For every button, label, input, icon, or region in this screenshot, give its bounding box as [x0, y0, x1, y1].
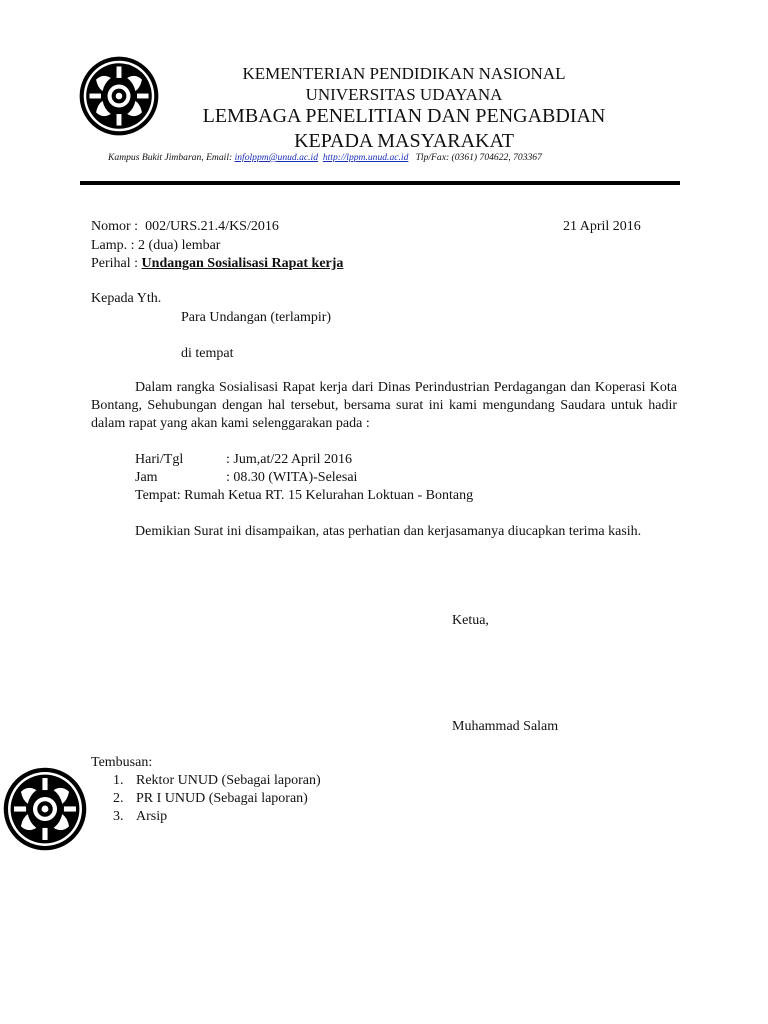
cc-item-num: 3.: [113, 809, 124, 824]
cc-item-text: Arsip: [136, 809, 168, 824]
header-university: UNIVERSITAS UDAYANA: [305, 85, 503, 104]
phone-text: Tlp/Fax: (0361) 704622, 703367: [415, 152, 542, 163]
body-paragraph: Dalam rangka Sosialisasi Rapat kerja dari Dinas Perindustrian Perdagangan dan Koperasi Kota Bontang, Sehubungan dengan hal tersebut, bersama surat ini kami mengundang Saudara untuk hadir dalam rapat yang akan kami selenggarakan pada :: [91, 380, 677, 431]
cc-item-num: 2.: [113, 791, 124, 806]
cc-label: Tembusan:: [91, 755, 153, 770]
header-divider: [80, 181, 680, 185]
closing-paragraph: Demikian Surat ini disampaikan, atas perhatian dan kerjasamanya diucapkan terima kasih.: [135, 524, 642, 539]
lamp-value: 2 (dua) lembar: [138, 238, 221, 253]
schedule-time-label: Jam: [135, 470, 158, 485]
greeting: Kepada Yth.: [91, 291, 162, 306]
cc-item-text: Rektor UNUD (Sebagai laporan): [136, 773, 321, 788]
schedule-day-value: : Jum,at/22 April 2016: [226, 452, 352, 467]
schedule-day-label: Hari/Tgl: [135, 452, 184, 467]
signature-name: Muhammad Salam: [452, 719, 559, 734]
nomor-row: [91, 218, 279, 236]
header-contact: [108, 152, 542, 163]
perihal-label: Perihal :: [91, 256, 139, 271]
recipient-name: Para Undangan (terlampir): [181, 310, 332, 325]
website-link[interactable]: http://lppm.unud.ac.id: [322, 152, 409, 163]
lamp-row: [91, 237, 220, 255]
schedule-place: [135, 487, 473, 505]
schedule-time-value: : 08.30 (WITA)-Selesai: [226, 470, 358, 485]
university-seal-stamp: [2, 766, 88, 852]
schedule-place-value: Rumah Ketua RT. 15 Kelurahan Loktuan - Bontang: [184, 488, 474, 503]
letter-date: 21 April 2016: [563, 219, 641, 234]
nomor-value: 002/URS.21.4/KS/2016: [145, 219, 279, 234]
header-institute-sub: KEPADA MASYARAKAT: [294, 130, 514, 152]
perihal-row: [91, 255, 343, 273]
address-text: Kampus Bukit Jimbaran, Email:: [108, 152, 235, 163]
cc-item-text: PR I UNUD (Sebagai laporan): [136, 791, 308, 806]
recipient-place: di tempat: [181, 346, 234, 361]
email-link[interactable]: infolppm@unud.ac.id: [234, 152, 319, 163]
header-ministry: KEMENTERIAN PENDIDIKAN NASIONAL: [242, 64, 566, 83]
cc-item-num: 1.: [113, 773, 124, 788]
schedule-place-label: Tempat:: [135, 488, 181, 503]
header-institute: LEMBAGA PENELITIAN DAN PENGABDIAN: [202, 105, 606, 127]
perihal-value: Undangan Sosialisasi Rapat kerja: [141, 256, 344, 271]
signature-title: Ketua,: [452, 613, 489, 628]
lamp-label: Lamp. :: [91, 238, 135, 253]
nomor-label: Nomor :: [91, 219, 139, 234]
